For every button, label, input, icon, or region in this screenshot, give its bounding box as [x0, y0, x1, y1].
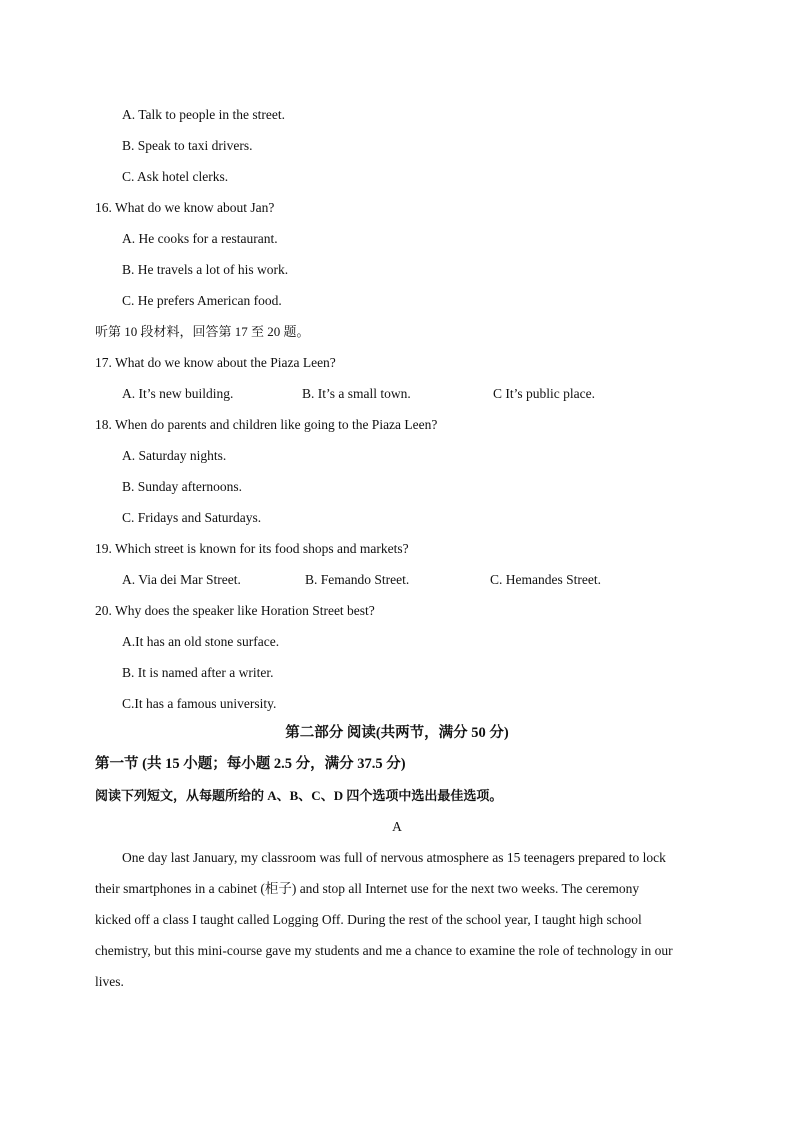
q18-option-b: B. Sunday afternoons. [122, 479, 242, 494]
q16-option-b: B. He travels a lot of his work. [122, 262, 289, 277]
q16-option-c: C. He prefers American food. [122, 293, 282, 308]
q17-option-b: B. It’s a small town. [302, 386, 411, 401]
q20-option-a: A.It has an old stone surface. [122, 634, 280, 649]
q16-option-a: A. He cooks for a restaurant. [122, 231, 278, 246]
q19-option-c: C. Hemandes Street. [490, 572, 601, 587]
q18-option-c: C. Fridays and Saturdays. [122, 510, 262, 525]
q20-option-c: C.It has a famous university. [122, 696, 277, 711]
q19-option-a: A. Via dei Mar Street. [122, 572, 241, 587]
section1-title: 第一节 (共 15 小题；每小题 2.5 分，满分 37.5 分) [95, 756, 406, 772]
q20-option-b: B. It is named after a writer. [122, 665, 274, 680]
q17-option-c: C It’s public place. [493, 386, 595, 401]
part2-title: 第二部分 阅读(共两节，满分 50 分) [285, 725, 509, 741]
passage-line-4: chemistry, but this mini-course gave my students and me a chance to examine the role of technology in our [95, 943, 673, 958]
q17-question: 17. What do we know about the Piaza Leen? [95, 355, 336, 370]
q19-option-b: B. Femando Street. [305, 572, 410, 587]
reading-instruction: 阅读下列短文，从每题所给的 A、B、C、D 四个选项中选出最佳选项。 [95, 788, 503, 803]
q15-option-a: A. Talk to people in the street. [122, 107, 286, 122]
q19-question: 19. Which street is known for its food shops and markets? [95, 541, 409, 556]
q18-question: 18. When do parents and children like going to the Piaza Leen? [95, 417, 438, 432]
passage-line-3: kicked off a class I taught called Logging Off. During the rest of the school year, I taught high school [95, 912, 642, 927]
q17-option-a: A. It’s new building. [122, 386, 234, 401]
passage-label: A [392, 819, 402, 834]
q18-option-a: A. Saturday nights. [122, 448, 227, 463]
passage-line-1: One day last January, my classroom was full of nervous atmosphere as 15 teenagers prepared to lock [122, 850, 666, 865]
passage-line-2: their smartphones in a cabinet (柜子) and stop all Internet use for the next two weeks. The ceremony [95, 881, 640, 896]
q16-question: 16. What do we know about Jan? [95, 200, 275, 215]
passage-line-5: lives. [95, 974, 124, 989]
q15-option-b: B. Speak to taxi drivers. [122, 138, 253, 153]
section10-note: 听第 10 段材料，回答第 17 至 20 题。 [95, 324, 310, 339]
q15-option-c: C. Ask hotel clerks. [122, 169, 229, 184]
q20-question: 20. Why does the speaker like Horation Street best? [95, 603, 375, 618]
